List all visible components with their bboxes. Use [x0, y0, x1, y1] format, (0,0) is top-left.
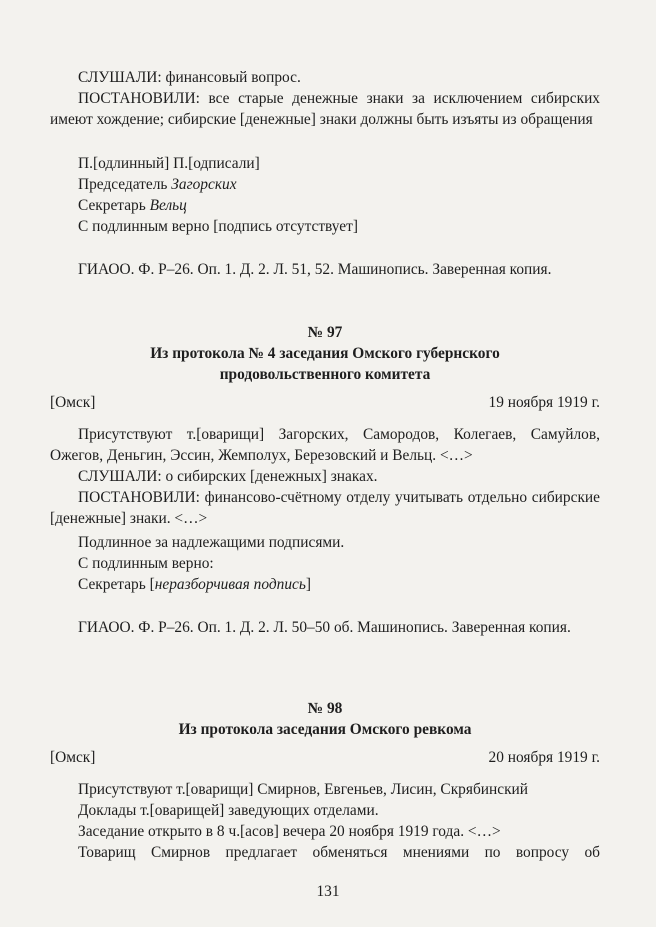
- doc98-opened: Заседание открыто в 8 ч.[асов] вечера 20 ноября 1919 года. <…>: [78, 823, 501, 840]
- doc97-date: 19 ноября 1919 г.: [488, 394, 600, 411]
- doc98-body: [50, 779, 600, 863]
- heard-line: СЛУШАЛИ: финансовый вопрос.: [78, 69, 301, 86]
- chair-name: Загорских: [171, 176, 237, 193]
- doc98-place-date: [50, 747, 600, 768]
- doc97-number: № 97: [307, 324, 343, 341]
- doc98-number: № 98: [307, 700, 343, 717]
- doc98-place: [Омск]: [50, 749, 96, 766]
- signatures-block: [50, 153, 600, 237]
- archive-ref-text: ГИАОО. Ф. Р–26. Оп. 1. Д. 2. Л. 51, 52. Машинопись. Заверенная копия.: [78, 261, 552, 278]
- archive-reference-1: [50, 259, 600, 280]
- doc97-resolved: ПОСТАНОВИЛИ: финансово-счётному отделу учитывать отдельно сибирские [денежные] знаки. <…>: [50, 489, 600, 527]
- resolved-paragraph: ПОСТАНОВИЛИ: все старые денежные знаки за исключением сибирских имеют хождение; сибирские [денежные] знаки должны быть изъяты из обращения: [50, 90, 600, 128]
- chair-line: [50, 174, 600, 195]
- doc97-secretary-line: [50, 574, 600, 595]
- secretary-line: [50, 195, 600, 216]
- doc98-title: Из протокола заседания Омского ревкома: [178, 721, 472, 738]
- doc98-proposal: Товарищ Смирнов предлагает обменяться мнениями по вопросу об: [78, 844, 600, 861]
- doc97-title-line1: Из протокола № 4 заседания Омского губернского: [150, 345, 500, 362]
- doc97-secretary-sign-text: неразборчивая подпись: [154, 576, 306, 593]
- doc97-signatures: [50, 532, 600, 595]
- chair-label: Председатель: [78, 176, 168, 193]
- signed-original-line: П.[одлинный] П.[одписали]: [78, 155, 260, 172]
- doc97-place: [Омск]: [50, 394, 96, 411]
- doc97-true-copy: С подлинным верно:: [78, 555, 214, 572]
- page-number: 131: [316, 883, 340, 900]
- doc98-date: 20 ноября 1919 г.: [488, 749, 600, 766]
- previous-document-ending: [50, 67, 600, 130]
- doc98-present: Присутствуют т.[оварищи] Смирнов, Евгеньев, Лисин, Скрябинский: [78, 781, 529, 798]
- doc97-secretary-sign: [неразборчивая подпись]: [149, 576, 311, 593]
- doc97-place-date: [50, 392, 600, 413]
- doc97-original-note: Подлинное за надлежащими подписями.: [78, 534, 345, 551]
- true-copy-line: С подлинным верно [подпись отсутствует]: [78, 218, 358, 235]
- doc98-reports: Доклады т.[оварищей] заведующих отделами.: [78, 802, 379, 819]
- doc97-archive-reference: [50, 617, 600, 638]
- secretary-label: Секретарь: [78, 197, 146, 214]
- doc97-body: [50, 424, 600, 529]
- doc97-heard: СЛУШАЛИ: о сибирских [денежных] знаках.: [78, 468, 378, 485]
- doc97-present: Присутствуют т.[оварищи] Загорских, Самородов, Колегаев, Самуйлов, Ожегов, Деньгин, Эссин, Жемполух, Березовский и Вельц. <…>: [50, 426, 600, 464]
- secretary-name: Вельц: [149, 197, 187, 214]
- doc97-secretary-label: Секретарь: [78, 576, 146, 593]
- doc97-archive-ref-text: ГИАОО. Ф. Р–26. Оп. 1. Д. 2. Л. 50–50 об. Машинопись. Заверенная копия.: [78, 619, 571, 636]
- doc97-title-line2: продовольственного комитета: [219, 366, 431, 383]
